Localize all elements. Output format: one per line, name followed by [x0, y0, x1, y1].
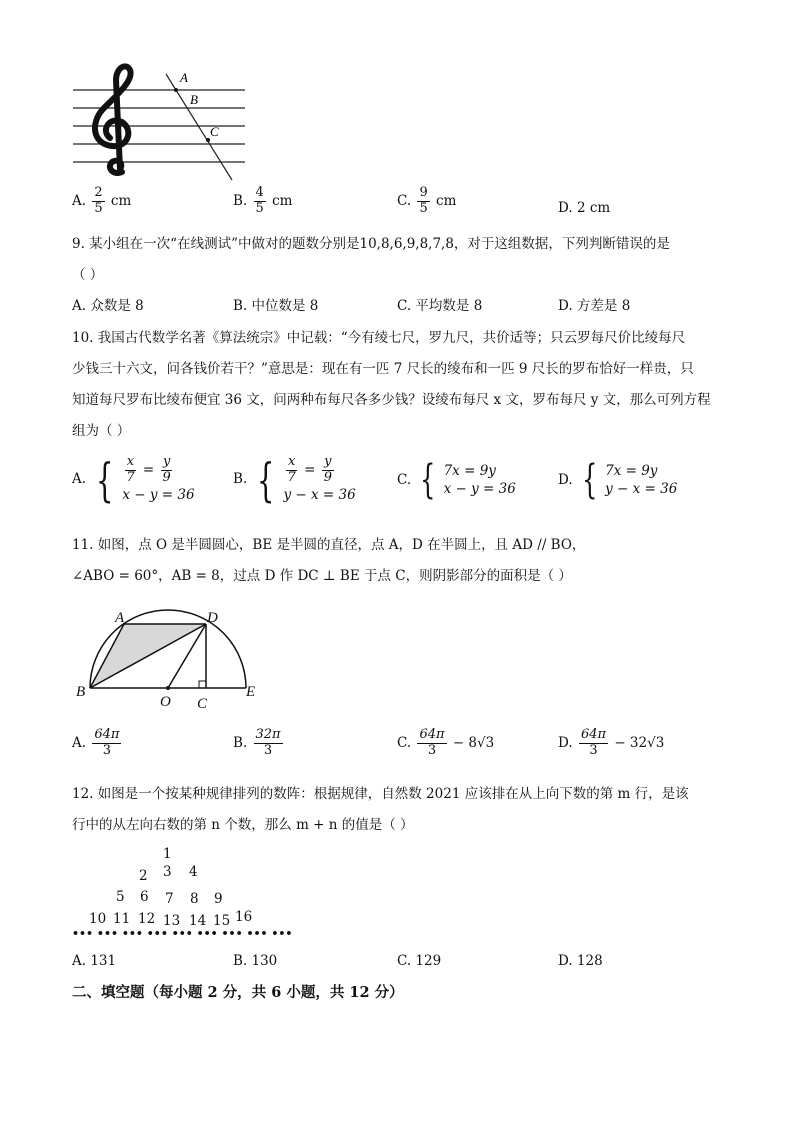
q11-option-d: D. $\frac{64\pi}{3}$ − 32√3	[558, 727, 665, 758]
array-number: 15	[213, 913, 231, 929]
treble-clef-icon	[95, 66, 131, 173]
number-array-row-3	[116, 889, 238, 905]
q12-option-a: A. 131	[72, 953, 117, 969]
q9-option-d: D. 方差是 8	[558, 298, 631, 314]
q11-label-d: D	[207, 610, 218, 626]
q8-option-d: D. 2 cm	[558, 200, 611, 216]
q12-option-d: D. 128	[558, 953, 603, 969]
q10-option-c: C. { 7x = 9y x − y = 36	[397, 457, 516, 503]
q11-option-c: C. $\frac{64\pi}{3}$ − 8√3	[397, 727, 495, 758]
q10-stem-line3: 知道每尺罗布比绫布便宜 36 文，问两种布每尺各多少钱？设绫布每尺 x 文，罗布每尺 y 文，那么可列方程	[72, 392, 711, 408]
array-number: 13	[163, 913, 181, 929]
q11-label-a: A	[115, 610, 125, 626]
array-number: 10	[89, 911, 107, 927]
number-array-row-1	[163, 846, 172, 862]
q8-staff-figure	[70, 60, 260, 185]
q8-label-a: A	[180, 70, 188, 85]
number-array-row-2	[139, 864, 213, 884]
q11-label-c: C	[197, 696, 208, 712]
q10-option-b: B. { $\frac{x}{7}$ = $\frac{y}{9}$ y − x = 36	[233, 452, 356, 507]
array-number: 8	[190, 891, 199, 907]
q10-stem-line1: 10. 我国古代数学名著《算法统宗》中记载：“今有绫七尺，罗九尺，共价适等；只云罗每尺价比绫每尺	[72, 330, 686, 346]
number-array-ellipsis: ••• ••• ••• ••• ••• ••• ••• ••• •••	[72, 927, 293, 940]
q9-option-a: A. 众数是 8	[72, 298, 144, 314]
q10-stem-line4: 组为（ ）	[72, 423, 131, 439]
array-number: 12	[138, 911, 156, 927]
q11-label-b: B	[76, 684, 86, 700]
q9-stem-line1: 9. 某小组在一次“在线测试”中做对的题数分别是10,8,6,9,8,7,8，对于这组数据，下列判断错误的是	[72, 236, 670, 252]
array-number: 2	[139, 868, 148, 884]
array-number: 5	[116, 889, 125, 905]
q9-option-c: C. 平均数是 8	[397, 298, 483, 314]
section-2-heading: 二、填空题（每小题 2 分，共 6 小题，共 12 分）	[72, 984, 404, 1001]
array-number: 1	[163, 846, 172, 862]
array-number: 4	[189, 864, 198, 880]
q11-stem-line2: ∠ABO = 60°，AB = 8，过点 D 作 DC ⊥ BE 于点 C，则阴影部分的面积是（ ）	[72, 568, 572, 584]
number-array-row-4	[89, 911, 259, 927]
q10-stem-line2: 少钱三十六文，问各钱价若干？”意思是：现在有一匹 7 尺长的绫布和一匹 9 尺长的罗布恰好一样贵，只	[72, 361, 694, 377]
q11-option-b: B. $\frac{32\pi}{3}$	[233, 727, 281, 758]
q9-option-b: B. 中位数是 8	[233, 298, 319, 314]
q10-option-d: D. { 7x = 9y y − x = 36	[558, 457, 678, 503]
q8-option-c: C. $\frac{9}{5}$ cm	[397, 185, 457, 216]
q12-stem-line2: 行中的从左向右数的第 n 个数，那么 m + n 的值是（ ）	[72, 817, 414, 833]
q12-option-c: C. 129	[397, 953, 442, 969]
array-number: 3	[163, 864, 172, 880]
q8-option-a: A. $\frac{2}{5}$ cm	[72, 185, 132, 216]
q8-label-b: B	[190, 92, 198, 107]
q12-option-b: B. 130	[233, 953, 278, 969]
array-number: 6	[140, 889, 149, 905]
array-number: 11	[113, 911, 131, 927]
q11-label-o: O	[160, 694, 171, 710]
q11-stem-line1: 11. 如图，点 O 是半圆圆心，BE 是半圆的直径，点 A，D 在半圆上，且 AD // BO，	[72, 537, 586, 553]
q11-option-a: A. $\frac{64\pi}{3}$	[72, 727, 120, 758]
array-number: 7	[165, 891, 174, 907]
q11-label-e: E	[246, 684, 256, 700]
array-number: 9	[214, 891, 223, 907]
q12-stem-line1: 12. 如图是一个按某种规律排列的数阵：根据规律，自然数 2021 应该排在从上向下数的第 m 行，是该	[72, 786, 689, 802]
q10-option-a: A. { $\frac{x}{7}$ = $\frac{y}{9}$ x − y = 36	[72, 452, 195, 507]
q8-label-c: C	[210, 124, 219, 139]
array-number: 16	[235, 909, 253, 925]
q11-semicircle-figure	[70, 602, 270, 714]
array-number: 14	[189, 913, 207, 929]
q8-option-b: B. $\frac{4}{5}$ cm	[233, 185, 293, 216]
q9-stem-line2: （ ）	[72, 267, 104, 283]
